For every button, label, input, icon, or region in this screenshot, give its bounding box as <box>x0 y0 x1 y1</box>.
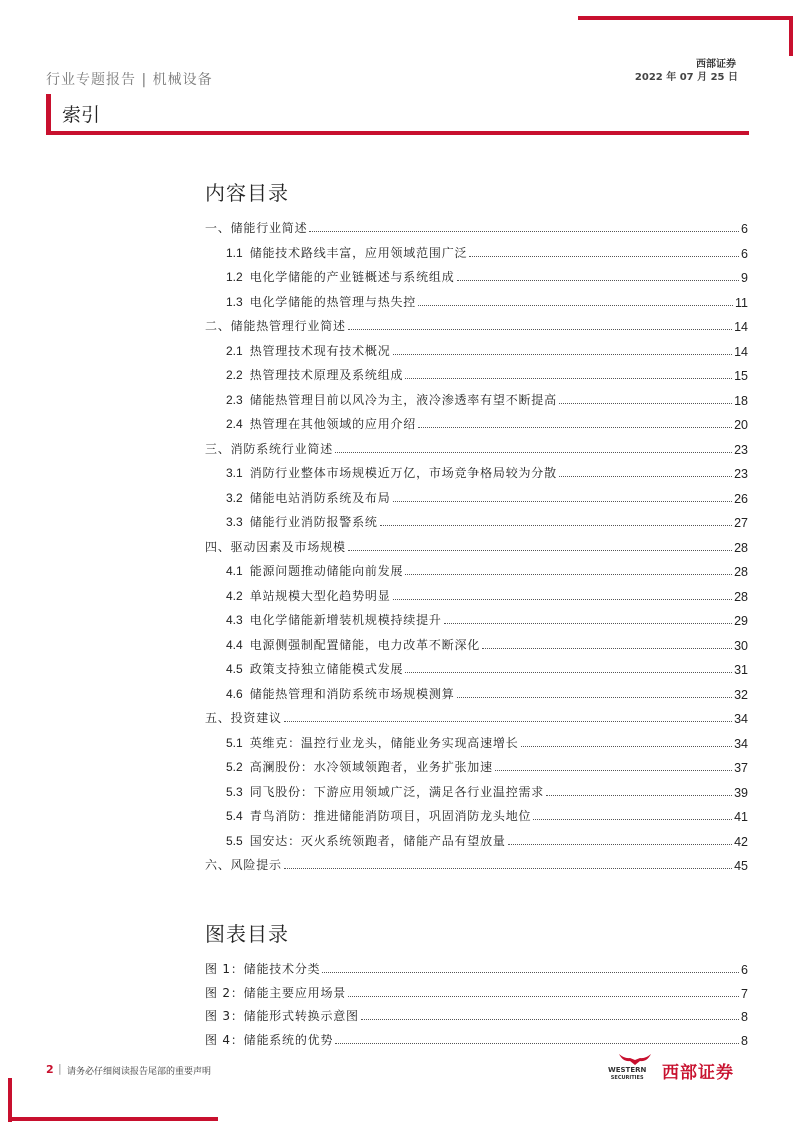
figure-entry[interactable] <box>205 979 748 1001</box>
toc-entry-label: 电化学储能新增装机规模持续提升 <box>249 613 442 627</box>
toc-entry[interactable] <box>205 312 748 334</box>
toc-entry-page: 27 <box>734 516 748 530</box>
toc-entry-page: 28 <box>734 565 748 579</box>
toc-entry[interactable] <box>226 680 748 702</box>
toc-entry-label: 消防行业整体市场规模近万亿，市场竞争格局较为分散 <box>249 466 557 480</box>
figure-entry[interactable] <box>205 955 748 977</box>
toc-entry-label: 高澜股份：水冷领域领跑者，业务扩张加速 <box>249 760 493 774</box>
toc-entry-title <box>226 293 416 310</box>
toc-leader-dots <box>348 329 732 330</box>
toc-entry-title <box>226 636 480 653</box>
toc-leader-dots <box>309 231 739 232</box>
figure-entry-page: 8 <box>741 1033 748 1048</box>
toc-leader-dots <box>482 648 732 649</box>
toc-leader-dots <box>284 868 732 869</box>
toc-entry-page: 26 <box>734 491 748 506</box>
toc-entry-page: 6 <box>741 222 748 236</box>
toc-leader-dots <box>348 550 732 551</box>
figure-entry-title: 图 2：储能主要应用场景 <box>205 985 347 1000</box>
toc-entry[interactable] <box>226 827 748 849</box>
logo-chinese: 西部证券 <box>662 1063 734 1083</box>
toc-entry[interactable] <box>226 361 748 383</box>
toc-entry-number: 4.3 <box>226 613 243 627</box>
toc-leader-dots <box>521 746 733 747</box>
toc-entry-page: 28 <box>734 589 748 604</box>
toc-entry-title <box>226 807 531 824</box>
toc-entry-label: 英维克：温控行业龙头，储能业务实现高速增长 <box>249 735 519 750</box>
toc-entry-page: 34 <box>734 712 748 726</box>
toc-entry[interactable] <box>205 851 748 873</box>
toc-entry-page: 32 <box>734 687 748 702</box>
toc-entry-number: 1.1 <box>226 245 243 260</box>
header-brand: 西部证券 <box>696 59 736 70</box>
toc-entry[interactable] <box>226 631 748 653</box>
figure-leader-dots <box>348 996 739 997</box>
toc-entry-number: 3.3 <box>226 515 243 529</box>
page-number: 2 <box>46 1063 54 1076</box>
toc-leader-dots <box>380 525 732 526</box>
toc-entry-number: 4.4 <box>226 637 243 652</box>
corner-accent-top <box>578 16 793 20</box>
toc-entry-label: 电化学储能的热管理与热失控 <box>249 294 417 309</box>
toc-entry-number: 1.3 <box>226 294 243 309</box>
toc-entry-page: 23 <box>734 467 748 481</box>
toc-entry-title <box>226 366 403 383</box>
toc-entry-label: 国安达：灭火系统领跑者，储能产品有望放量 <box>249 833 506 848</box>
toc-entry[interactable] <box>226 288 748 310</box>
toc-entry-label: 储能行业消防报警系统 <box>249 515 378 529</box>
toc-entry-page: 30 <box>734 638 748 653</box>
toc-leader-dots <box>393 501 733 502</box>
section-divider <box>46 131 749 135</box>
toc-entry-page: 9 <box>741 271 748 285</box>
toc-entry-label: 能源问题推动储能向前发展 <box>249 564 404 578</box>
toc-leader-dots <box>457 697 733 698</box>
toc-entry-page: 37 <box>734 761 748 775</box>
toc-entry-label: 四、驱动因素及市场规模 <box>205 539 346 554</box>
toc-entry-number: 4.2 <box>226 588 243 603</box>
toc-entry-title <box>205 440 333 457</box>
toc-entry-title <box>226 415 416 432</box>
toc-entry-page: 42 <box>734 834 748 849</box>
toc-entry-number: 2.2 <box>226 368 243 382</box>
figure-entry-title: 图 4：储能系统的优势 <box>205 1032 334 1047</box>
toc-leader-dots <box>546 795 732 796</box>
toc-entry-page: 14 <box>734 320 748 334</box>
toc-entry[interactable] <box>205 533 748 555</box>
toc-entry-label: 电化学储能的产业链概述与系统组成 <box>249 270 455 284</box>
corner-accent-bottom-vertical <box>8 1078 12 1122</box>
toc-title: 内容目录 <box>205 181 289 205</box>
toc-entry-page: 28 <box>734 540 748 555</box>
toc-entry-page: 34 <box>734 736 748 751</box>
toc-entry-page: 41 <box>734 810 748 824</box>
toc-entry-page: 6 <box>741 246 748 261</box>
toc-entry-number: 5.1 <box>226 735 243 750</box>
corner-accent-top-vertical <box>789 16 793 56</box>
figure-entry[interactable] <box>205 1002 748 1024</box>
toc-entry-title <box>226 342 391 359</box>
figure-entry[interactable] <box>205 1026 748 1048</box>
toc-leader-dots <box>559 476 732 477</box>
toc-entry-page: 29 <box>734 614 748 628</box>
toc-entry-label: 一、储能行业简述 <box>205 221 308 235</box>
toc-entry-title <box>226 832 506 849</box>
toc-entry[interactable] <box>226 753 748 775</box>
toc-entry-title <box>226 268 455 285</box>
toc-entry-label: 热管理技术现有技术概况 <box>249 343 391 358</box>
toc-entry-title <box>226 734 519 751</box>
toc-entry-number: 4.1 <box>226 564 243 578</box>
toc-entry-number: 3.1 <box>226 466 243 480</box>
toc-entry[interactable] <box>226 386 748 408</box>
toc-entry-number: 5.3 <box>226 784 243 799</box>
toc-entry[interactable] <box>226 582 748 604</box>
toc-entry-label: 政策支持独立储能模式发展 <box>249 662 404 676</box>
figure-entry-title: 图 3：储能形式转换示意图 <box>205 1009 359 1023</box>
toc-entry-label: 储能热管理和消防系统市场规模测算 <box>249 686 455 701</box>
toc-entry-title <box>226 562 403 579</box>
toc-leader-dots <box>405 574 732 575</box>
footer-disclaimer-note: 请务必仔细阅读报告尾部的重要声明 <box>67 1067 212 1077</box>
toc-entry[interactable] <box>205 704 748 726</box>
report-date: 2022 年 07 月 25 日 <box>634 72 738 83</box>
figure-leader-dots <box>361 1019 739 1020</box>
toc-entry-page: 14 <box>734 344 748 359</box>
footer-separator: | <box>58 1062 62 1075</box>
toc-entry[interactable] <box>205 214 748 236</box>
toc-entry-page: 31 <box>734 663 748 677</box>
toc-leader-dots <box>418 305 733 306</box>
toc-entry-page: 45 <box>734 859 748 873</box>
toc-leader-dots <box>457 280 740 281</box>
toc-entry-title <box>226 391 557 408</box>
logo-english-line1: WESTERN <box>608 1066 647 1074</box>
logo-english <box>608 1066 646 1082</box>
toc-entry-label: 六、风险提示 <box>205 858 282 872</box>
toc-leader-dots <box>418 427 732 428</box>
toc-entry-title <box>226 783 544 800</box>
toc-entry-title <box>226 685 455 702</box>
toc-entry[interactable] <box>226 655 748 677</box>
section-marker <box>46 94 51 134</box>
toc-entry-label: 储能热管理目前以风冷为主，液冷渗透率有望不断提高 <box>249 392 557 407</box>
toc-entry-title <box>226 660 403 677</box>
toc-entry[interactable] <box>226 557 748 579</box>
toc-entry-title <box>226 244 467 261</box>
figure-leader-dots <box>335 1043 739 1044</box>
toc-entry[interactable] <box>226 606 748 628</box>
toc-entry[interactable] <box>226 263 748 285</box>
toc-leader-dots <box>533 819 732 820</box>
toc-entry-label: 热管理在其他领域的应用介绍 <box>249 417 417 431</box>
toc-leader-dots <box>508 844 732 845</box>
section-title: 索引 <box>62 104 101 126</box>
toc-entry-title <box>226 489 391 506</box>
toc-entry-title <box>205 709 282 726</box>
toc-entry-page: 23 <box>734 442 748 457</box>
toc-leader-dots <box>393 599 733 600</box>
toc-leader-dots <box>405 672 732 673</box>
toc-entry-label: 单站规模大型化趋势明显 <box>249 588 391 603</box>
toc-entry-label: 储能技术路线丰富，应用领域范围广泛 <box>249 245 468 260</box>
toc-leader-dots <box>444 623 732 624</box>
toc-entry-label: 三、消防系统行业简述 <box>205 441 334 456</box>
toc-entry-label: 储能电站消防系统及布局 <box>249 490 391 505</box>
toc-entry[interactable] <box>226 508 748 530</box>
toc-entry-page: 11 <box>735 295 748 310</box>
figure-entry-page: 6 <box>741 963 748 977</box>
logo-english-line2: SECURITIES <box>610 1075 644 1081</box>
toc-leader-dots <box>405 378 732 379</box>
toc-entry[interactable] <box>226 239 748 261</box>
toc-entry[interactable] <box>226 337 748 359</box>
toc-entry-title <box>226 513 378 530</box>
toc-leader-dots <box>335 452 732 453</box>
toc-entry-label: 青鸟消防：推进储能消防项目，巩固消防龙头地位 <box>249 809 532 823</box>
toc-leader-dots <box>559 403 732 404</box>
toc-entry-label: 热管理技术原理及系统组成 <box>249 368 404 382</box>
figure-entry-title: 图 1：储能技术分类 <box>205 962 321 976</box>
toc-entry-title <box>205 856 282 873</box>
toc-entry-title <box>205 538 346 555</box>
toc-entry-number: 1.2 <box>226 270 243 284</box>
toc-entry-page: 20 <box>734 418 748 432</box>
toc-entry-number: 5.4 <box>226 809 243 823</box>
report-type: 行业专题报告 | 机械设备 <box>46 72 213 88</box>
toc-entry-title <box>205 317 346 334</box>
figure-list-title: 图表目录 <box>205 922 289 946</box>
toc-entry-page: 15 <box>734 369 748 383</box>
toc-entry-label: 同飞股份：下游应用领域广泛，满足各行业温控需求 <box>249 784 545 799</box>
toc-entry-page: 39 <box>734 785 748 800</box>
toc-entry[interactable] <box>226 778 748 800</box>
corner-accent-bottom <box>8 1117 218 1121</box>
toc-leader-dots <box>393 354 733 355</box>
toc-entry-title <box>226 464 557 481</box>
toc-entry-number: 5.5 <box>226 833 243 848</box>
toc-entry[interactable] <box>226 802 748 824</box>
figure-entry-page: 7 <box>741 986 748 1001</box>
toc-entry-number: 2.4 <box>226 417 243 431</box>
toc-entry[interactable] <box>205 435 748 457</box>
toc-entry-label: 五、投资建议 <box>205 711 282 725</box>
toc-entry-number: 2.3 <box>226 392 243 407</box>
toc-entry-label: 电源侧强制配置储能，电力改革不断深化 <box>249 637 481 652</box>
toc-entry[interactable] <box>226 729 748 751</box>
toc-entry-label: 二、储能热管理行业简述 <box>205 319 346 333</box>
toc-entry-number: 3.2 <box>226 490 243 505</box>
toc-leader-dots <box>469 256 739 257</box>
toc-leader-dots <box>284 721 732 722</box>
figure-entry-page: 8 <box>741 1010 748 1024</box>
toc-leader-dots <box>495 770 732 771</box>
toc-entry-number: 2.1 <box>226 343 243 358</box>
figure-leader-dots <box>322 972 739 973</box>
toc-entry-title <box>226 758 493 775</box>
toc-entry-number: 5.2 <box>226 760 243 774</box>
toc-entry[interactable] <box>226 459 748 481</box>
toc-entry-title <box>226 611 442 628</box>
toc-entry[interactable] <box>226 484 748 506</box>
toc-entry-title <box>205 219 307 236</box>
toc-entry-number: 4.5 <box>226 662 243 676</box>
toc-entry-number: 4.6 <box>226 686 243 701</box>
toc-entry-page: 18 <box>734 393 748 408</box>
toc-entry[interactable] <box>226 410 748 432</box>
toc-entry-title <box>226 587 391 604</box>
